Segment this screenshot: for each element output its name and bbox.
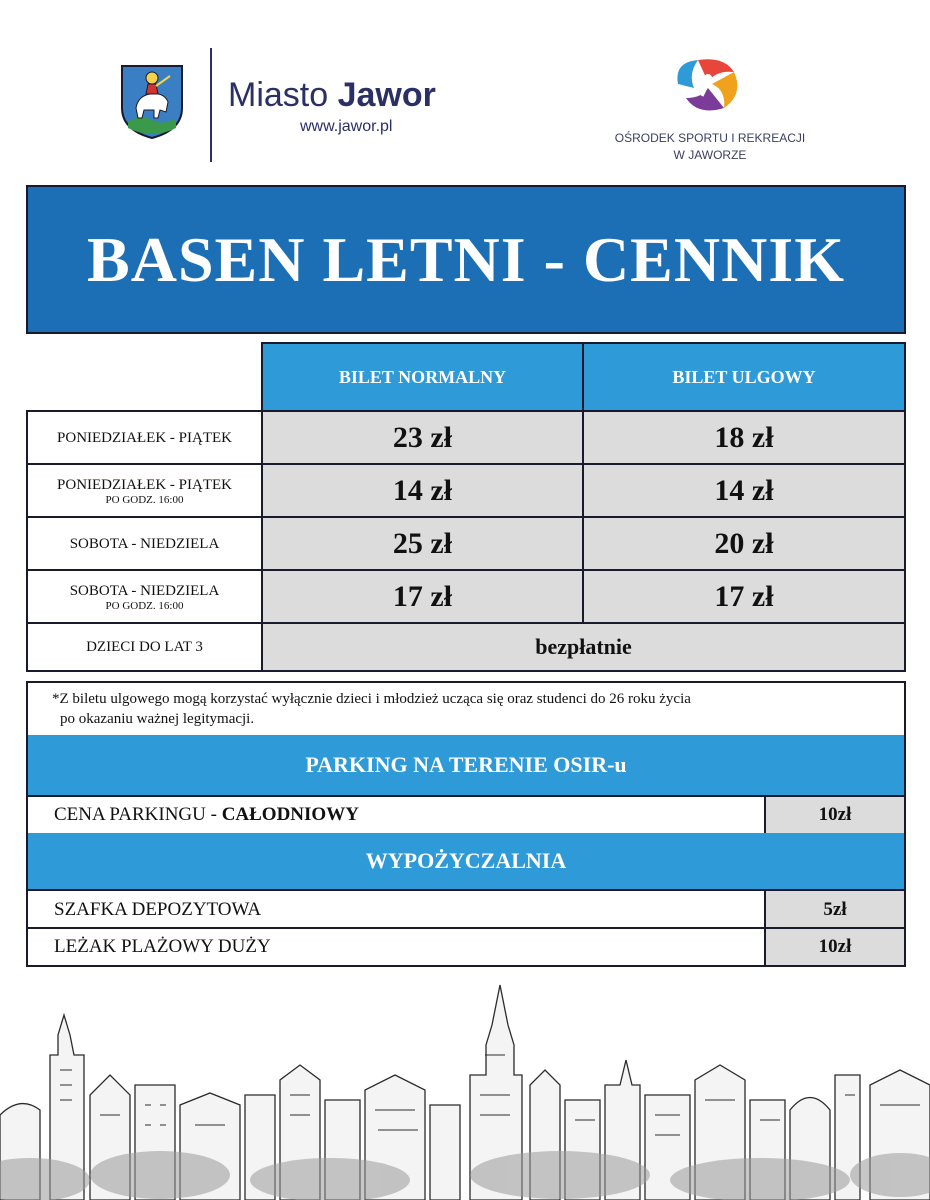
price-table [26, 342, 906, 672]
price-reduced: 14 zł [582, 463, 906, 518]
parking-label-regular: CENA PARKINGU - [54, 804, 222, 825]
discount-note-line2: po okazaniu ważnej legitymacji. [60, 711, 255, 727]
parking-label [54, 797, 359, 833]
header-divider [210, 48, 212, 162]
city-name-regular: Miasto [228, 76, 329, 114]
row-label-sub: PO GODZ. 16:00 [105, 599, 184, 612]
city-name [228, 76, 436, 115]
table-row-label [26, 516, 263, 571]
rental-row [28, 927, 904, 965]
price-free: bezpłatnie [261, 622, 906, 672]
rental-section-title: WYPOŻYCZALNIA [28, 833, 904, 889]
page-title: BASEN LETNI - CENNIK [87, 223, 845, 295]
row-label-sub: PO GODZ. 16:00 [105, 493, 184, 506]
osir-name [600, 130, 820, 164]
row-label-main: PONIEDZIAŁEK - PIĄTEK [57, 476, 232, 493]
table-row-label [26, 622, 263, 672]
price-reduced: 18 zł [582, 410, 906, 465]
rental-item-label: LEŻAK PLAŻOWY DUŻY [54, 936, 271, 957]
city-name-bold: Jawor [337, 76, 436, 114]
row-label-main: SOBOTA - NIEDZIELA [69, 535, 220, 552]
discount-note-line1: *Z biletu ulgowego mogą korzystać wyłącznie dzieci i młodzież ucząca się oraz studenci do 26 roku życia [52, 691, 691, 707]
rental-item-price: 10zł [764, 929, 904, 965]
row-label-main: SOBOTA - NIEDZIELA [69, 582, 220, 599]
osir-name-line1: OŚRODEK SPORTU I REKREACJI [614, 131, 806, 145]
discount-note [52, 689, 872, 729]
rental-row [28, 889, 904, 929]
osir-name-line2: W JAWORZE [673, 148, 747, 162]
table-row-label [26, 569, 263, 624]
parking-section-title: PARKING NA TERENIE OSIR-u [28, 735, 904, 795]
jawor-coat-of-arms-icon [120, 64, 184, 140]
parking-row [28, 795, 904, 833]
parking-price: 10zł [764, 797, 904, 833]
rental-item-price: 5zł [764, 891, 904, 929]
price-normal: 25 zł [261, 516, 584, 571]
price-normal: 17 zł [261, 569, 584, 624]
price-normal: 23 zł [261, 410, 584, 465]
town-skyline-illustration-icon [0, 975, 930, 1200]
header [0, 0, 930, 180]
rental-item-label: SZAFKA DEPOZYTOWA [54, 899, 262, 920]
info-panel [26, 681, 906, 967]
title-banner [26, 185, 906, 334]
city-url: www.jawor.pl [300, 118, 393, 135]
column-header-normal: BILET NORMALNY [261, 342, 584, 412]
column-header-reduced: BILET ULGOWY [582, 342, 906, 412]
osir-star-logo-icon [668, 54, 748, 114]
price-reduced: 17 zł [582, 569, 906, 624]
table-row-label [26, 410, 263, 465]
table-row-label [26, 463, 263, 518]
parking-label-bold: CAŁODNIOWY [221, 804, 359, 825]
row-label-main: DZIECI DO LAT 3 [86, 639, 203, 655]
price-reduced: 20 zł [582, 516, 906, 571]
price-normal: 14 zł [261, 463, 584, 518]
row-label-main: PONIEDZIAŁEK - PIĄTEK [57, 429, 232, 446]
